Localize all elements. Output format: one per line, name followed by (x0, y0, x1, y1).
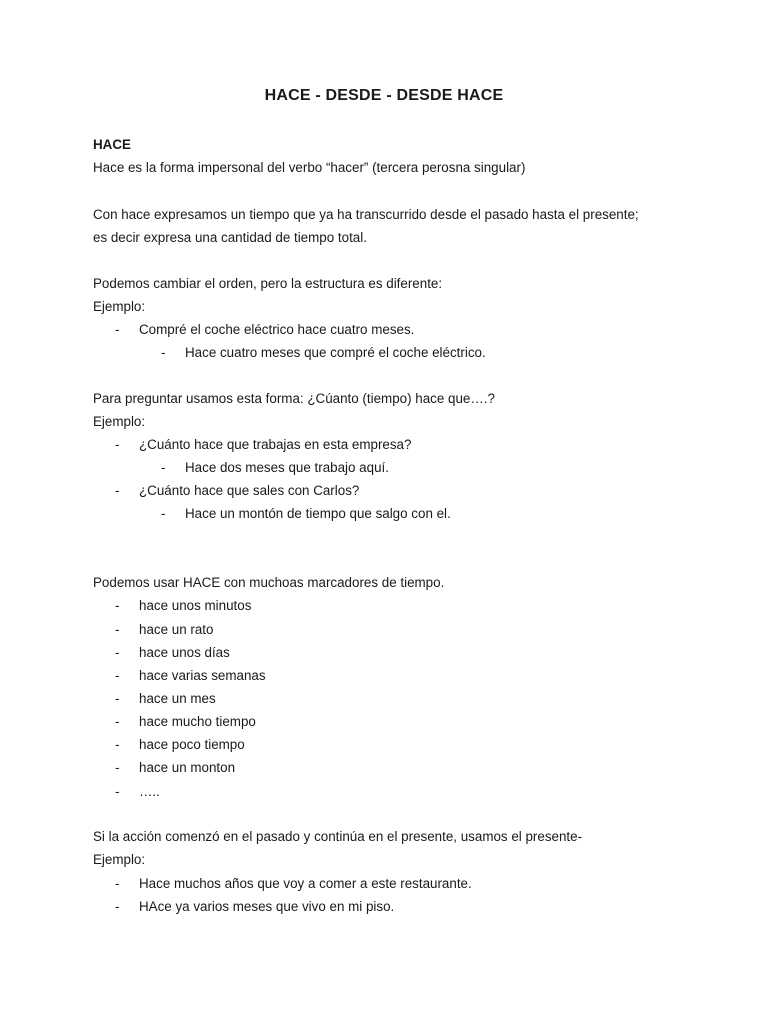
paragraph-definition: Hace es la forma impersonal del verbo “hacer” (tercera perosna singular) (93, 160, 526, 175)
marker-item: hace mucho tiempo (139, 714, 256, 729)
section-heading: HACE (93, 137, 131, 152)
bullet-dash: - (115, 668, 120, 683)
bullet-dash: - (161, 506, 166, 521)
bullet-dash: - (115, 622, 120, 637)
paragraph-present: Si la acción comenzó en el pasado y continúa en el presente, usamos el presente- (93, 829, 583, 844)
paragraph-usage-line-2: es decir expresa una cantidad de tiempo total. (93, 230, 367, 245)
bullet-dash: - (115, 483, 120, 498)
bullet-dash: - (115, 437, 120, 452)
bullet-dash: - (115, 645, 120, 660)
example-label: Ejemplo: (93, 414, 146, 429)
marker-item: hace un rato (139, 622, 214, 637)
bullet-dash: - (161, 345, 166, 360)
bullet-dash: - (115, 714, 120, 729)
bullet-dash: - (115, 691, 120, 706)
list-item: ¿Cuánto hace que trabajas en esta empresa? (139, 437, 412, 452)
marker-item: hace unos días (139, 645, 230, 660)
example-label: Ejemplo: (93, 299, 146, 314)
marker-item: hace un mes (139, 691, 216, 706)
marker-item: ….. (139, 784, 160, 799)
paragraph-usage-line-1: Con hace expresamos un tiempo que ya ha transcurrido desde el pasado hasta el presente; (93, 207, 639, 222)
example-label: Ejemplo: (93, 852, 146, 867)
bullet-dash: - (115, 598, 120, 613)
list-subitem: Hace cuatro meses que compré el coche eléctrico. (185, 345, 486, 360)
marker-item: hace poco tiempo (139, 737, 245, 752)
paragraph-order: Podemos cambiar el orden, pero la estructura es diferente: (93, 276, 443, 291)
paragraph-question: Para preguntar usamos esta forma: ¿Cúanto (tiempo) hace que….? (93, 391, 495, 406)
marker-item: hace varias semanas (139, 668, 266, 683)
bullet-dash: - (161, 460, 166, 475)
list-item: HAce ya varios meses que vivo en mi piso. (139, 899, 395, 914)
marker-item: hace unos minutos (139, 598, 252, 613)
list-item: Compré el coche eléctrico hace cuatro meses. (139, 322, 415, 337)
bullet-dash: - (115, 760, 120, 775)
bullet-dash: - (115, 784, 120, 799)
page-title: HACE - DESDE - DESDE HACE (264, 87, 504, 104)
bullet-dash: - (115, 322, 120, 337)
list-item: ¿Cuánto hace que sales con Carlos? (139, 483, 360, 498)
list-item: Hace muchos años que voy a comer a este restaurante. (139, 876, 472, 891)
list-subitem: Hace dos meses que trabajo aquí. (185, 460, 389, 475)
paragraph-markers: Podemos usar HACE con muchoas marcadores de tiempo. (93, 575, 445, 590)
bullet-dash: - (115, 899, 120, 914)
marker-item: hace un monton (139, 760, 236, 775)
list-subitem: Hace un montón de tiempo que salgo con el. (185, 506, 451, 521)
bullet-dash: - (115, 876, 120, 891)
bullet-dash: - (115, 737, 120, 752)
